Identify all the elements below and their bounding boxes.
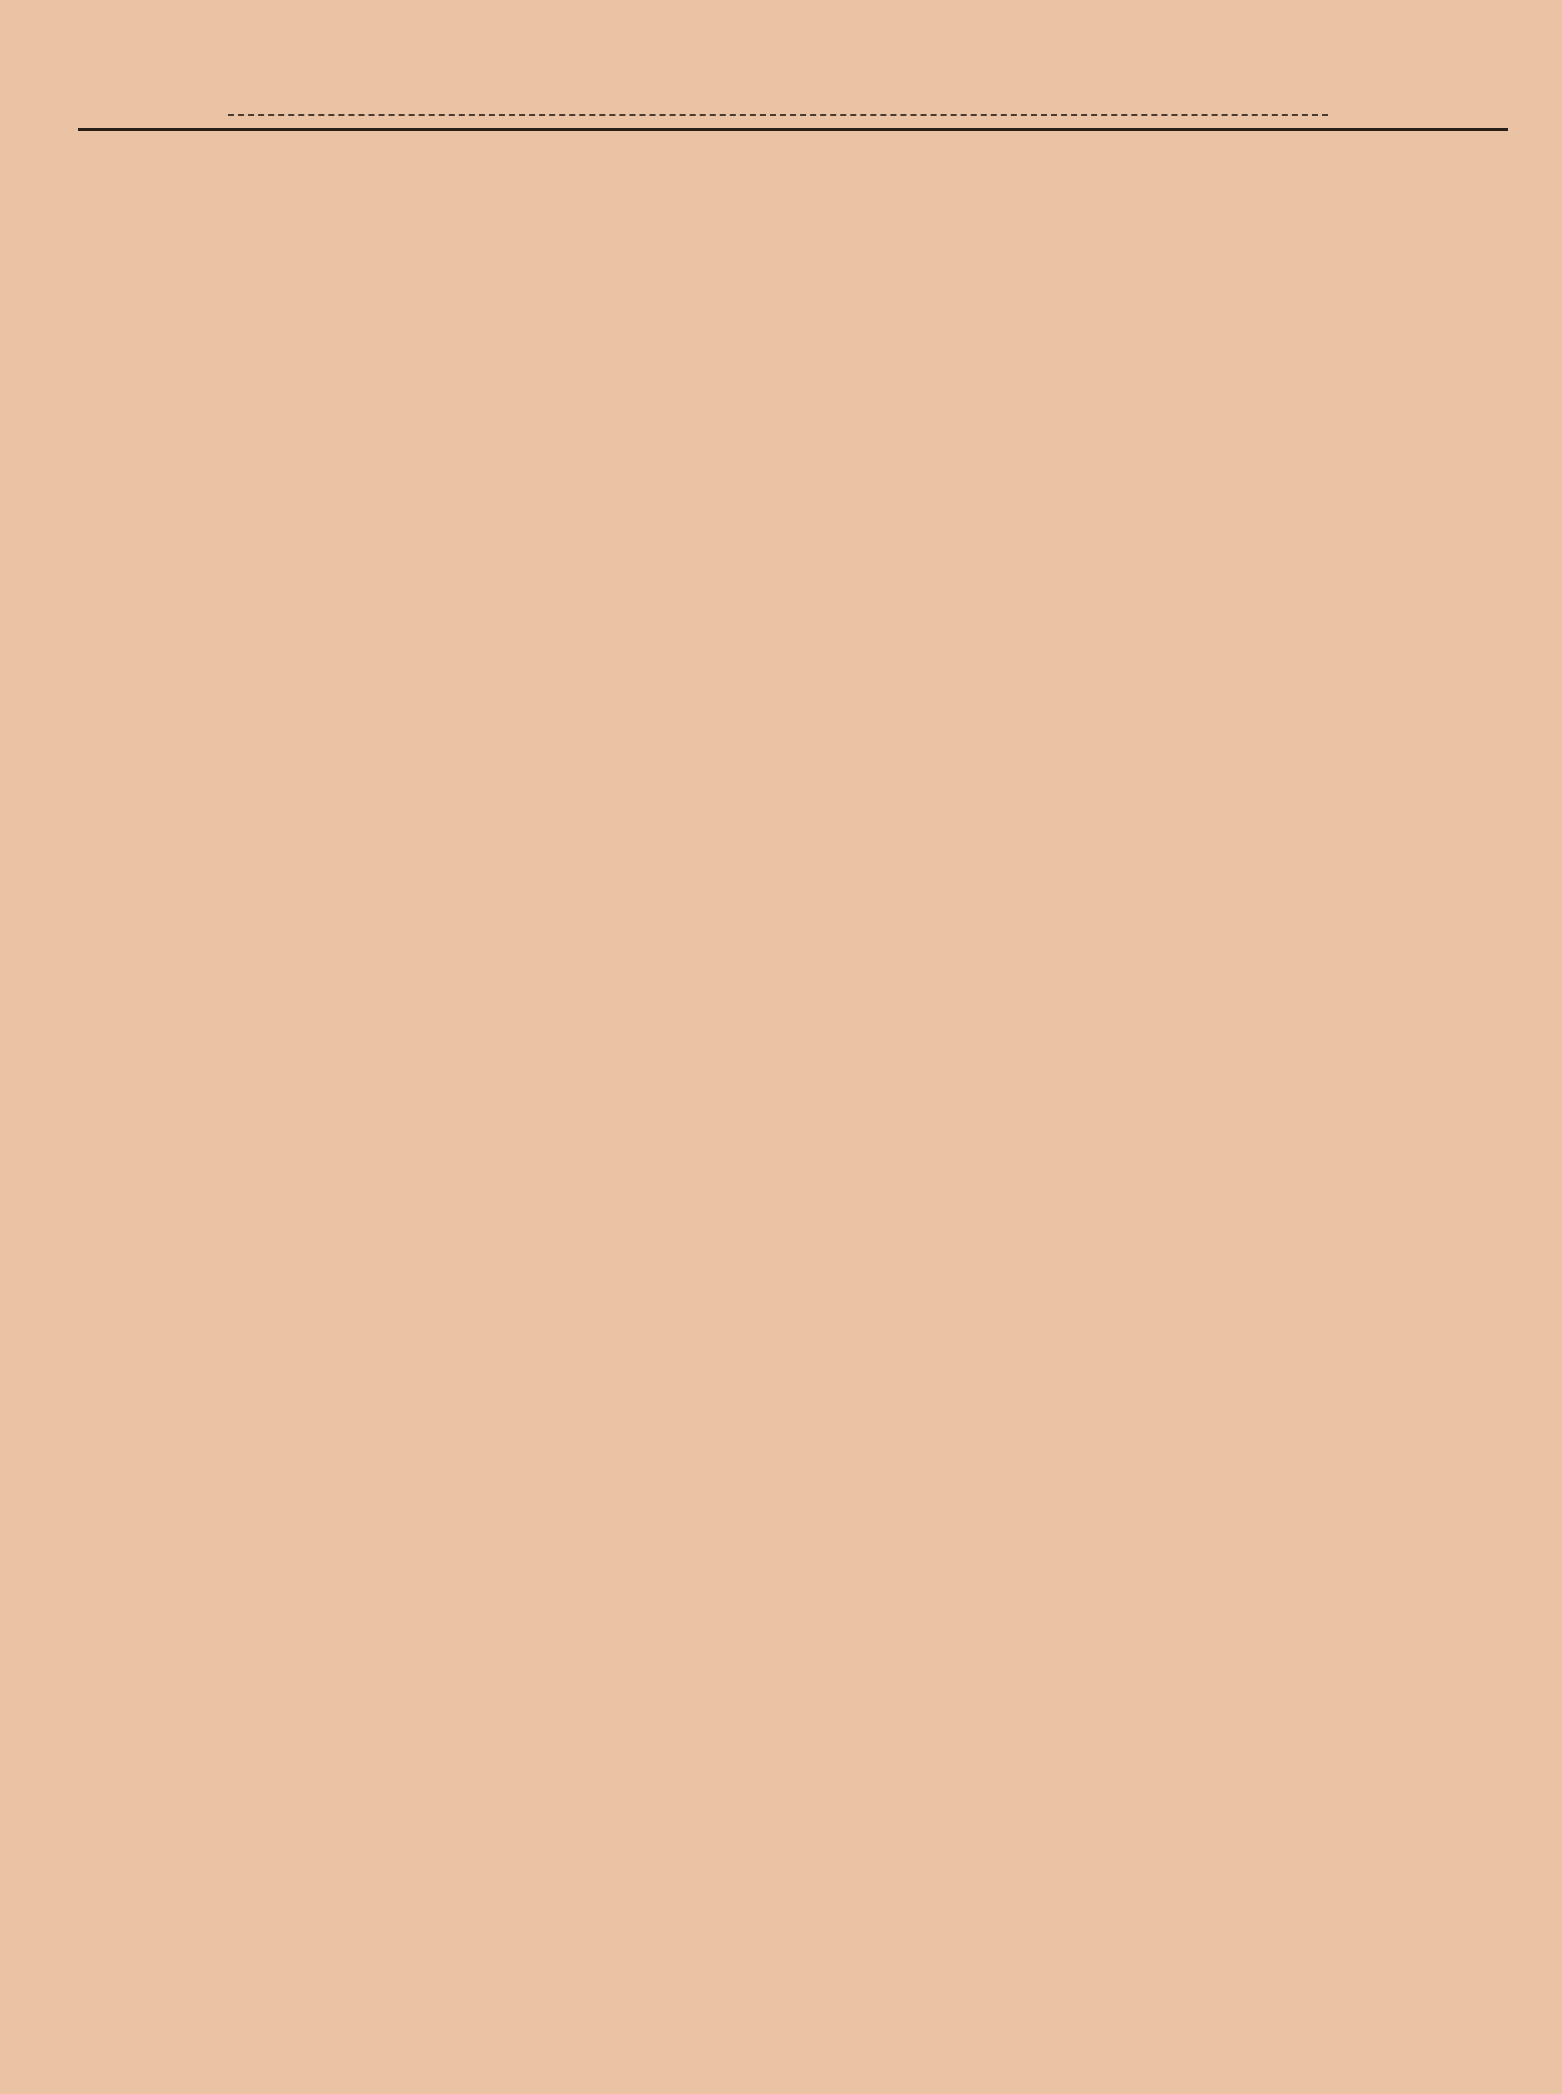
marina-column-1 bbox=[78, 978, 552, 2078]
header-rule bbox=[228, 114, 1328, 116]
article-marina-body bbox=[78, 978, 1500, 2078]
article-headline-fus bbox=[100, 132, 1304, 252]
page-header bbox=[78, 92, 1508, 131]
marina-column-3 bbox=[1026, 978, 1500, 2078]
marina-column-2 bbox=[552, 978, 1026, 2078]
article-fus-body bbox=[86, 276, 1500, 848]
article-headline-marina bbox=[204, 860, 1364, 970]
